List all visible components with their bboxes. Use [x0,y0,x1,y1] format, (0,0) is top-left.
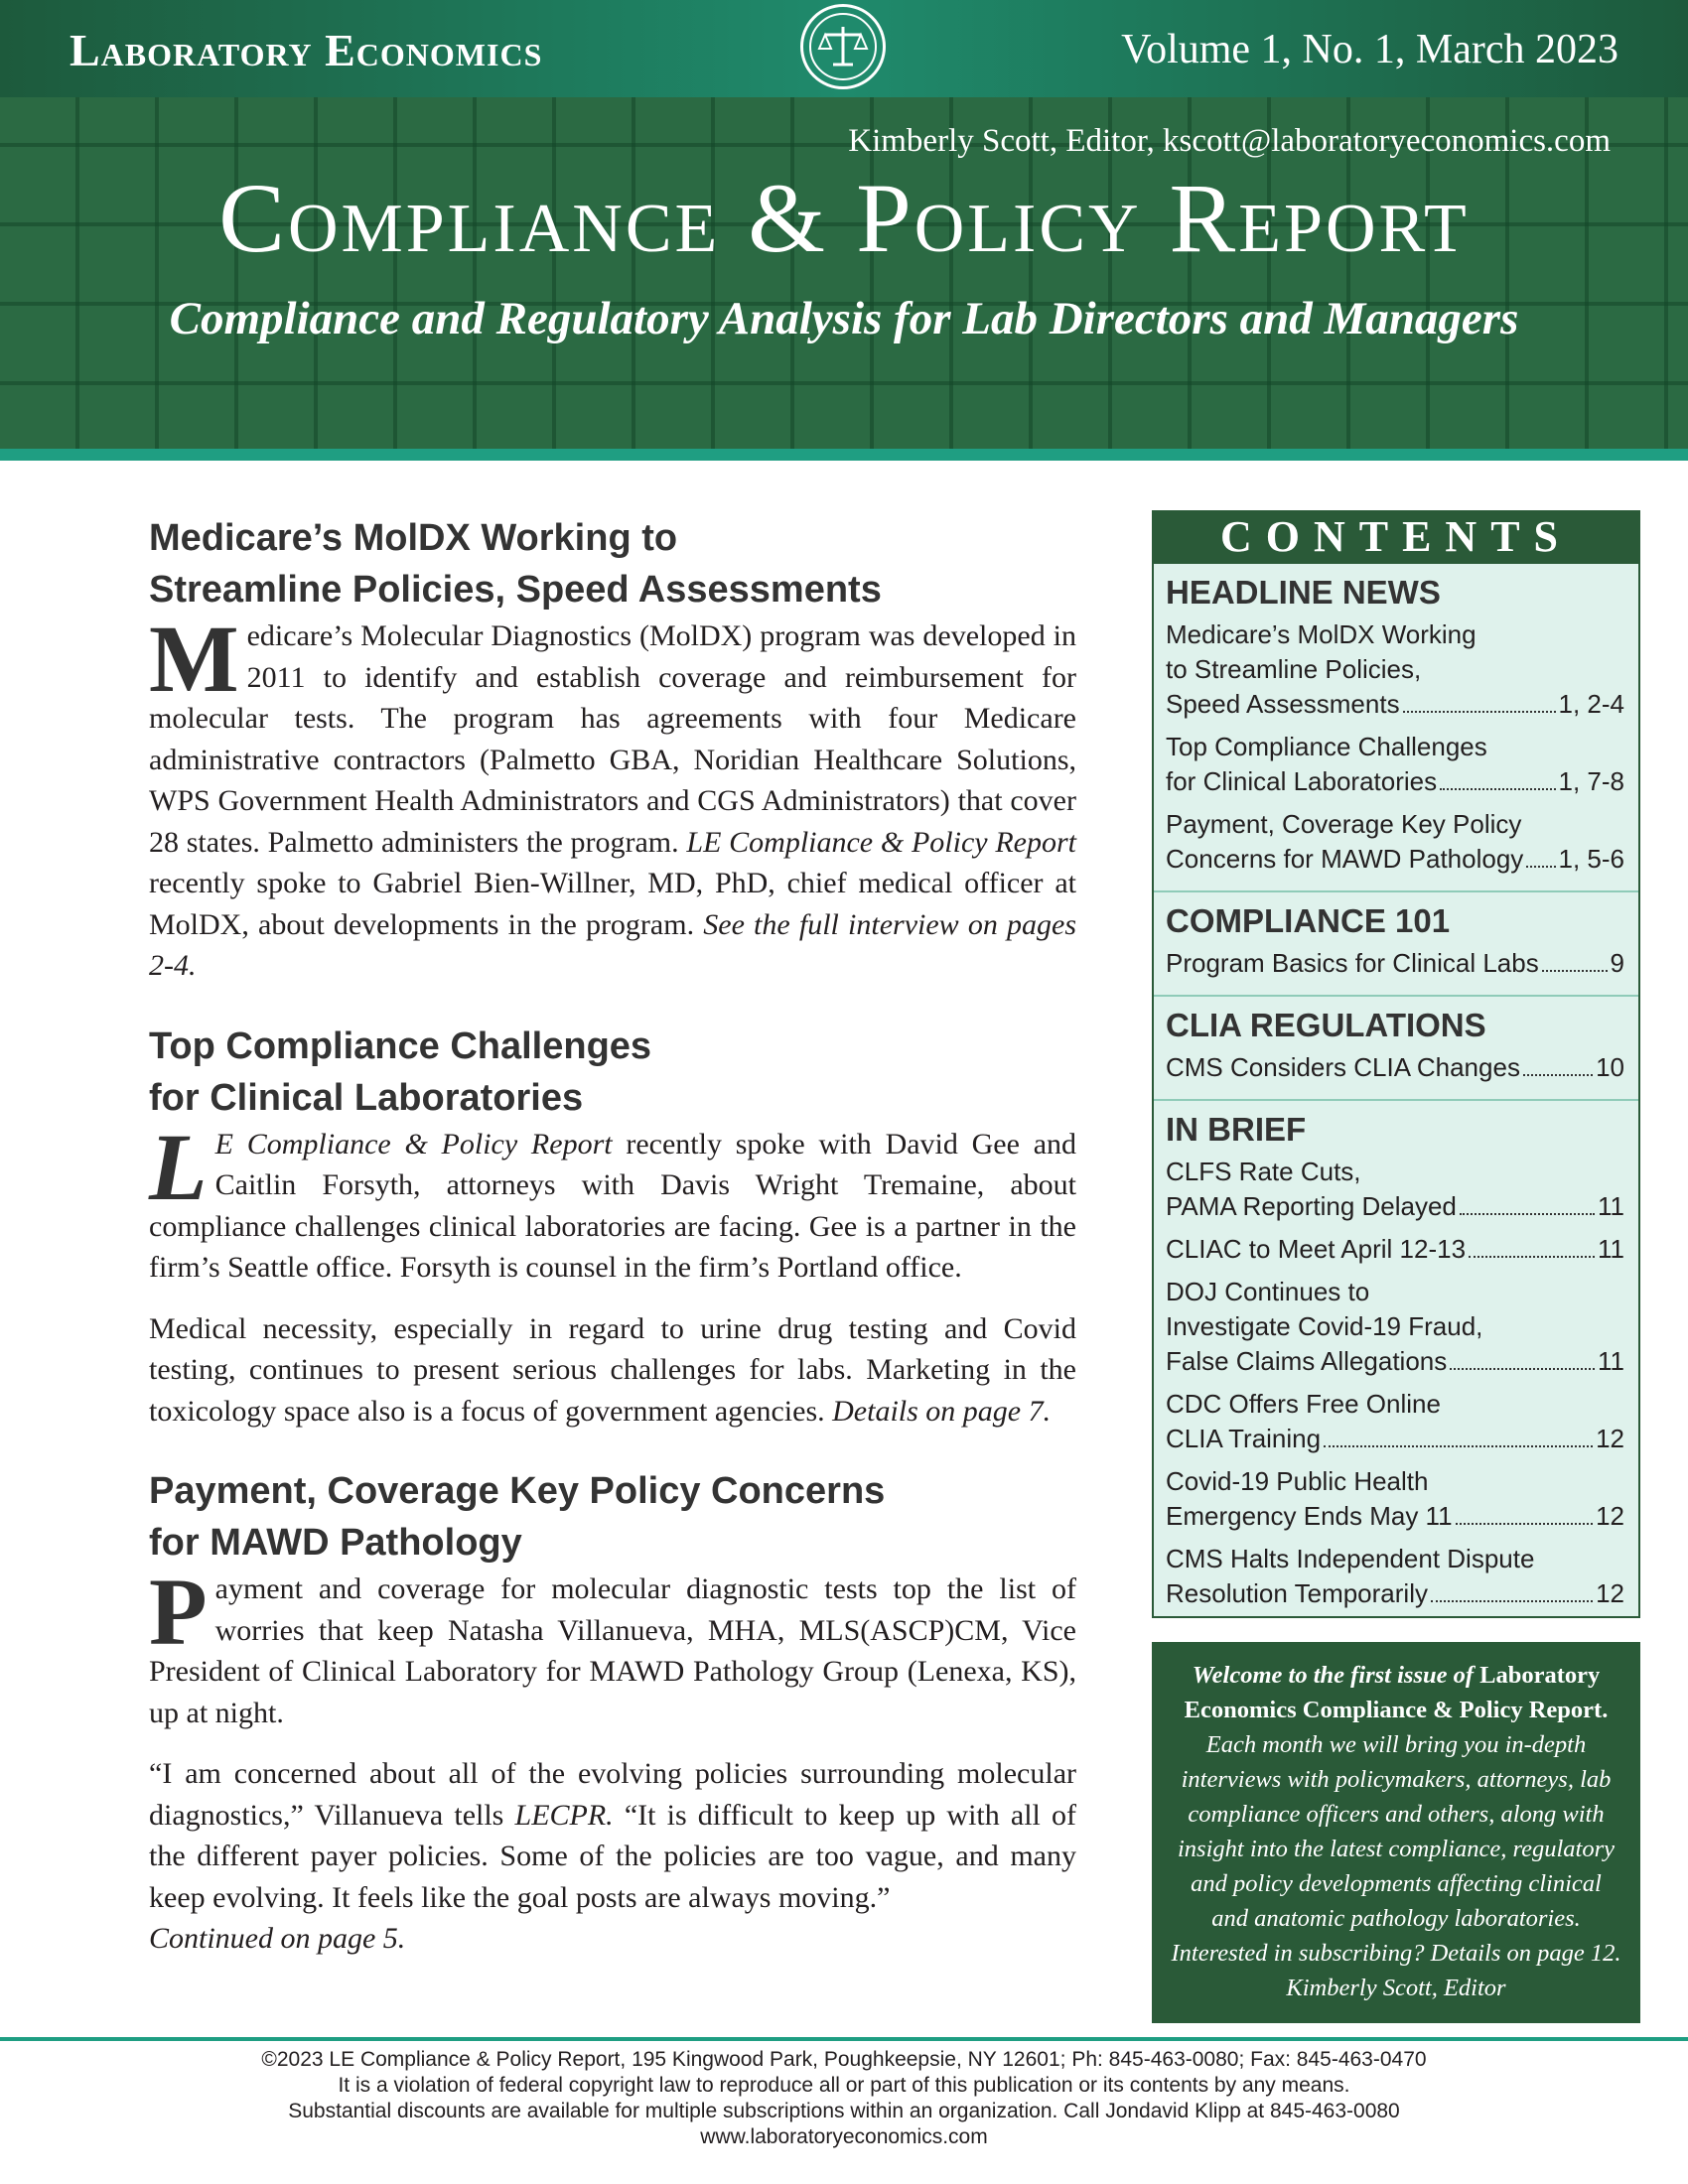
article-text: recently spoke with David Gee and Caitlin Forsyth, attorneys with Davis Wright Tremaine, about compliance challenges clinical laboratories are facing. Gee is a partner in the firm’s Seattle office. Forsyth is counsel in the firm’s Portland office. [149,1127,1077,1284]
footer-copyright: It is a violation of federal copyright law to reproduce all or part of this publication or its contents by any means. [338,2074,1350,2097]
article-text: recently spoke to Gabriel Bien-Willner, MD, PhD, chief medical officer at MolDX, about developments in the program. [149,867,1076,941]
article-text: edicare’s Molecular Diagnostics (MolDX) program was developed in 2011 to identify and establish coverage and reimbursement for molecular tests. The program has agreements with four Medicare administrative contractors (Palmetto GBA, Noridian Healthcare Solutions, WPS Government Health Administrators and CGS Administrators) that cover 28 states. Palmetto administers the program. [149,619,1076,859]
contents-divider [1154,995,1638,997]
contents-item-title: Resolution Temporarily [1166,1578,1428,1608]
drop-cap: L [149,1113,208,1220]
publication-mention: E Compliance & Policy Report [214,1127,613,1160]
contents-item-last-line [1166,1499,1624,1534]
table-of-contents [1152,562,1640,1618]
contents-item[interactable] [1166,807,1624,877]
contents-item-last-line [1166,1344,1624,1379]
contents-page-number: 1, 7-8 [1558,766,1624,796]
headline-line-2: for Clinical Laboratories [149,1076,584,1119]
scales-of-justice-icon [800,4,886,89]
contents-section-heading: CLIA REGULATIONS [1166,1007,1486,1043]
contents-item-title: PAMA Reporting Delayed [1166,1191,1457,1221]
contents-item-last-line [1166,764,1624,799]
contents-item-last-line [1166,946,1624,981]
masthead-top-bar [0,0,1688,97]
contents-item-line: Covid-19 Public Health [1166,1466,1429,1496]
welcome-publication: Laboratory Economics Compliance & Policy Report. [1184,1662,1609,1723]
contents-divider [1154,1099,1638,1101]
dot-leader [1469,1232,1595,1258]
publication-title: Compliance & Policy Report [218,163,1470,273]
headline-line-1: Top Compliance Challenges [149,1024,652,1067]
contents-item-title: Emergency Ends May 11 [1166,1501,1453,1531]
contents-item-last-line [1166,1189,1624,1224]
contents-item-title: Speed Assessments [1166,689,1400,719]
dot-leader [1523,1050,1593,1076]
contents-item[interactable] [1166,946,1624,981]
contents-item-line: Investigate Covid-19 Fraud, [1166,1311,1483,1341]
headline-line-1: Medicare’s MolDX Working to [149,517,678,559]
contents-item-line: DOJ Continues to [1166,1277,1370,1306]
article-body [149,1113,1077,1289]
page-reference: Details on page 7. [832,1394,1052,1428]
dot-leader [1450,1344,1595,1370]
article-headline [149,1465,1076,1569]
contents-heading: CONTENTS [1152,510,1640,562]
article-moldx [149,512,1076,987]
headline-line-1: Payment, Coverage Key Policy Concerns [149,1470,886,1512]
footer [0,2047,1688,2150]
scales-glyph [811,15,875,78]
contents-item-last-line [1166,687,1624,722]
contents-item[interactable] [1166,1232,1624,1267]
headline-line-2: for MAWD Pathology [149,1522,522,1564]
contents-item-last-line [1166,1232,1624,1267]
sidebar [1152,510,1640,2023]
publication-mention: LE Compliance & Policy Report [686,825,1076,859]
contents-item[interactable] [1166,1387,1624,1456]
article-text: “I am concerned about all of the evolving policies surrounding molecular diagnostics,” Villanueva tells [149,1757,1076,1832]
contents-item-title: CLIAC to Meet April 12-13 [1166,1234,1467,1264]
drop-cap: P [149,1559,208,1665]
dot-leader [1403,687,1556,713]
article-headline [149,512,1076,615]
contents-item-title: CMS Considers CLIA Changes [1166,1052,1520,1082]
article-text: “It is difficult to keep up with all of the different payer policies. Some of the policies are too vague, and many keep evolving. It feels like the goal posts are always moving.” [149,1798,1077,1914]
contents-item-last-line [1166,1050,1624,1085]
contents-page-number: 11 [1598,1191,1624,1221]
contents-page-number: 11 [1598,1234,1624,1264]
contents-item[interactable] [1166,617,1624,722]
contents-item-title: CLIA Training [1166,1424,1322,1453]
dot-leader [1456,1499,1594,1525]
contents-page-number: 9 [1610,948,1624,978]
welcome-signature: Kimberly Scott, Editor [1286,1975,1506,2001]
contents-item-title: Program Basics for Clinical Labs [1166,948,1539,978]
contents-item-line: Payment, Coverage Key Policy [1166,809,1522,839]
contents-item-title: for Clinical Laboratories [1166,766,1438,796]
article-body [149,606,1077,987]
articles-column [149,512,1076,1979]
contents-section-heading: COMPLIANCE 101 [1166,902,1451,939]
contents-item-last-line [1166,842,1624,877]
contents-item-line: Medicare’s MolDX Working [1166,619,1477,649]
dot-leader [1324,1422,1593,1447]
contents-page-number: 12 [1596,1578,1624,1608]
masthead-rule [0,449,1688,461]
contents-item[interactable] [1166,1464,1624,1534]
contents-item-title: Concerns for MAWD Pathology [1166,844,1524,874]
publication-subtitle: Compliance and Regulatory Analysis for Lab Directors and Managers [169,293,1519,344]
brand-name: Laboratory Economics [70,25,543,75]
contents-item-line: CLFS Rate Cuts, [1166,1157,1361,1186]
article-text: Medical necessity, especially in regard to urine drug testing and Covid testing, continues to present serious challenges for labs. Marketing in the toxicology space also is a focus of government agencies. [149,1311,1076,1428]
contents-divider [1154,890,1638,892]
footer-rule [0,2037,1688,2041]
contents-page-number: 11 [1598,1346,1624,1376]
dot-leader [1542,946,1608,972]
dot-leader [1526,842,1555,868]
contents-page-number: 1, 2-4 [1558,689,1624,719]
contents-item[interactable] [1166,1050,1624,1085]
contents-page-number: 12 [1596,1501,1624,1531]
contents-item-last-line [1166,1576,1624,1611]
article-headline [149,1021,1076,1124]
page-reference: Continued on page 5. [149,1922,406,1955]
welcome-body: Each month we will bring you in-depth interviews with policymakers, attorneys, lab compliance officers and others, along with insight into the latest compliance, regulatory and policy developments affecting clinical and anatomic pathology laboratories. Interested in subscribing? Details on page 12. [1171,1731,1621,1967]
contents-item[interactable] [1166,1275,1624,1379]
issue-volume: Volume 1, No. 1, March 2023 [1121,27,1618,72]
contents-item-title: False Claims Allegations [1166,1346,1448,1376]
contents-page-number: 12 [1596,1424,1624,1453]
contents-item[interactable] [1166,1542,1624,1611]
contents-item[interactable] [1166,730,1624,799]
article-text: ayment and coverage for molecular diagnostic tests top the list of worries that keep Natasha Villanueva, MHA, MLS(ASCP)CM, Vice President of Clinical Laboratory for MAWD Pathology Group (Lenexa, KS), up at night. [149,1572,1076,1729]
contents-item-line: CDC Offers Free Online [1166,1389,1441,1419]
welcome-lead: Welcome to the first issue of [1192,1662,1475,1689]
dot-leader [1440,764,1555,790]
contents-section-heading: IN BRIEF [1166,1111,1307,1148]
welcome-note [1152,1642,1640,2023]
contents-item-line: Top Compliance Challenges [1166,732,1487,761]
contents-item-line: to Streamline Policies, [1166,654,1422,684]
seal-inner-ring [809,13,877,80]
article-body [149,1308,1076,1433]
article-mawd-pathology [149,1465,1076,1960]
headline-line-2: Streamline Policies, Speed Assessments [149,569,882,611]
article-compliance-challenges [149,1021,1076,1433]
publication-mention: LECPR. [514,1798,614,1832]
contents-item[interactable] [1166,1155,1624,1224]
contents-section-heading: HEADLINE NEWS [1166,574,1441,611]
contents-item-line: CMS Halts Independent Dispute [1166,1544,1535,1573]
footer-address: ©2023 LE Compliance & Policy Report, 195 Kingwood Park, Poughkeepsie, NY 12601; Ph: 845-463-0080; Fax: 845-463-0470 [261,2048,1427,2071]
footer-website-link[interactable]: www.laboratoryeconomics.com [700,2125,988,2148]
contents-page-number: 1, 5-6 [1558,844,1624,874]
page-reference: See the full interview on pages 2-4. [149,907,1077,982]
contents-item-last-line [1166,1422,1624,1456]
article-body [149,1753,1076,1960]
masthead [0,0,1688,461]
drop-cap: M [149,606,239,712]
dot-leader [1460,1189,1595,1215]
editor-contact: Kimberly Scott, Editor, kscott@laboratoryeconomics.com [848,123,1611,159]
contents-page-number: 10 [1596,1052,1624,1082]
dot-leader [1431,1576,1593,1602]
footer-subscriptions: Substantial discounts are available for multiple subscriptions within an organization. Call Jondavid Klipp at 845-463-0080 [288,2100,1400,2122]
article-body [149,1559,1076,1733]
